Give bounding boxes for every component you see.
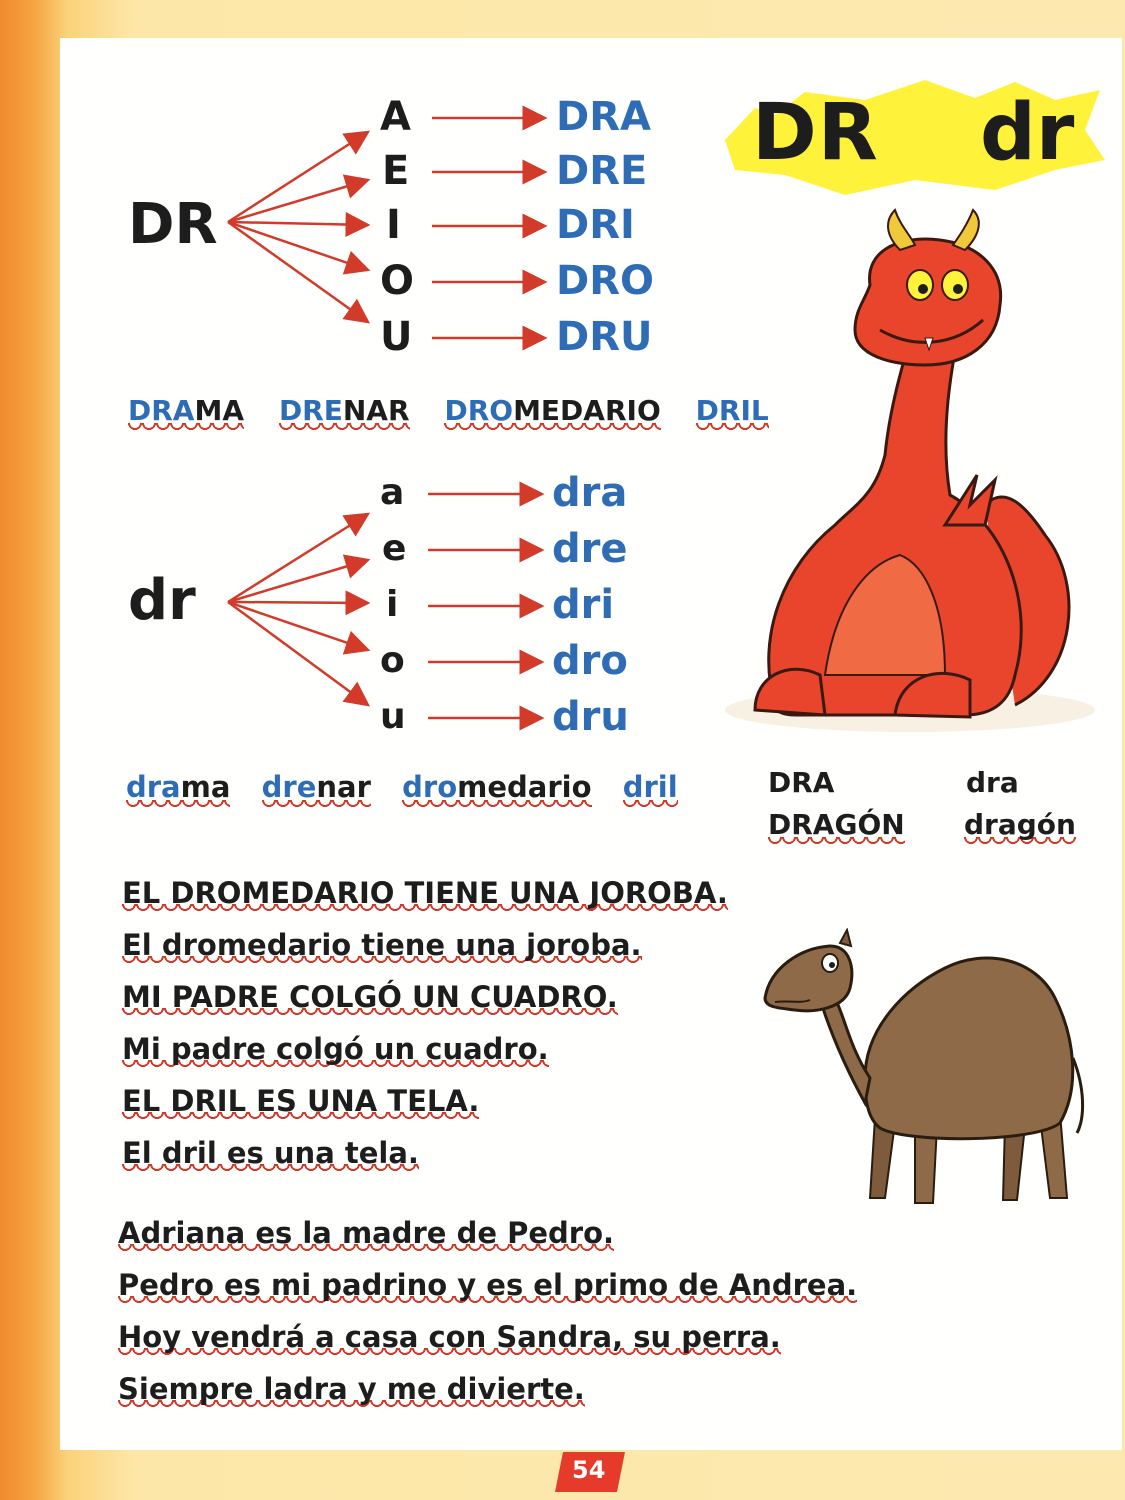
syllable-lower-dro: dro	[552, 638, 628, 684]
dragon-illustration	[715, 205, 1095, 750]
word-dromedario-upper: DROMEDARIO	[444, 394, 660, 433]
word-drenar-upper: DRENAR	[279, 394, 410, 433]
vowel-upper-i: I	[386, 202, 401, 248]
sentence-6: El dril es una tela.	[122, 1136, 746, 1188]
word-drenar-lower: drenar	[262, 770, 371, 810]
vowel-upper-a: A	[380, 94, 411, 140]
sentence-4: Mi padre colgó un cuadro.	[122, 1032, 746, 1084]
sentence-2: El dromedario tiene una joroba.	[122, 928, 746, 980]
syllable-upper-dro: DRO	[556, 258, 655, 304]
syllable-upper-dru: DRU	[556, 314, 653, 360]
vowel-upper-e: E	[382, 148, 410, 194]
sentence-1: EL DROMEDARIO TIENE UNA JOROBA.	[122, 876, 746, 928]
word-drama-upper: DRAMA	[128, 394, 244, 433]
label-dra-upper: DRA	[768, 766, 835, 799]
syllable-upper-dre: DRE	[556, 148, 648, 194]
syllable-lower-dru: dru	[552, 694, 629, 740]
lower-word-row	[126, 770, 678, 804]
root-upper: DR	[128, 192, 218, 257]
word-dromedario-lower: dromedario	[402, 770, 591, 810]
label-dragon-lower: dragón	[964, 808, 1076, 847]
sentence-8: Pedro es mi padrino y es el primo de Andrea.	[118, 1268, 875, 1320]
vowel-upper-u: U	[380, 314, 413, 360]
root-lower: dr	[128, 568, 196, 633]
camel-illustration	[755, 928, 1095, 1228]
syllable-upper-dra: DRA	[556, 94, 651, 140]
upper-word-row	[128, 394, 769, 427]
sentences-block-2	[118, 1216, 875, 1424]
sentence-9: Hoy vendrá a casa con Sandra, su perra.	[118, 1320, 875, 1372]
vowel-lower-i: i	[386, 584, 399, 625]
vowel-lower-e: e	[382, 528, 407, 569]
label-dragon-upper: DRAGÓN	[768, 808, 905, 847]
sentence-3: MI PADRE COLGÓ UN CUADRO.	[122, 980, 746, 1032]
title-lower: dr	[980, 88, 1075, 178]
label-dra-lower: dra	[966, 766, 1019, 799]
page-number: 54	[572, 1456, 606, 1484]
word-dril-lower: dril	[623, 770, 678, 810]
syllable-lower-dra: dra	[552, 470, 628, 516]
vowel-lower-o: o	[380, 640, 405, 681]
sentence-5: EL DRIL ES UNA TELA.	[122, 1084, 746, 1136]
word-drama-lower: drama	[126, 770, 230, 810]
title-upper: DR	[752, 88, 879, 178]
syllable-lower-dre: dre	[552, 526, 628, 572]
word-dril-upper: DRIL	[696, 394, 769, 433]
vowel-lower-u: u	[380, 696, 406, 737]
syllable-lower-dri: dri	[552, 582, 615, 628]
syllable-upper-dri: DRI	[556, 202, 635, 248]
sentences-block-1	[122, 876, 746, 1188]
sentence-10: Siempre ladra y me divierte.	[118, 1372, 875, 1424]
sentence-7: Adriana es la madre de Pedro.	[118, 1216, 875, 1268]
vowel-lower-a: a	[380, 472, 405, 513]
vowel-upper-o: O	[380, 258, 415, 304]
